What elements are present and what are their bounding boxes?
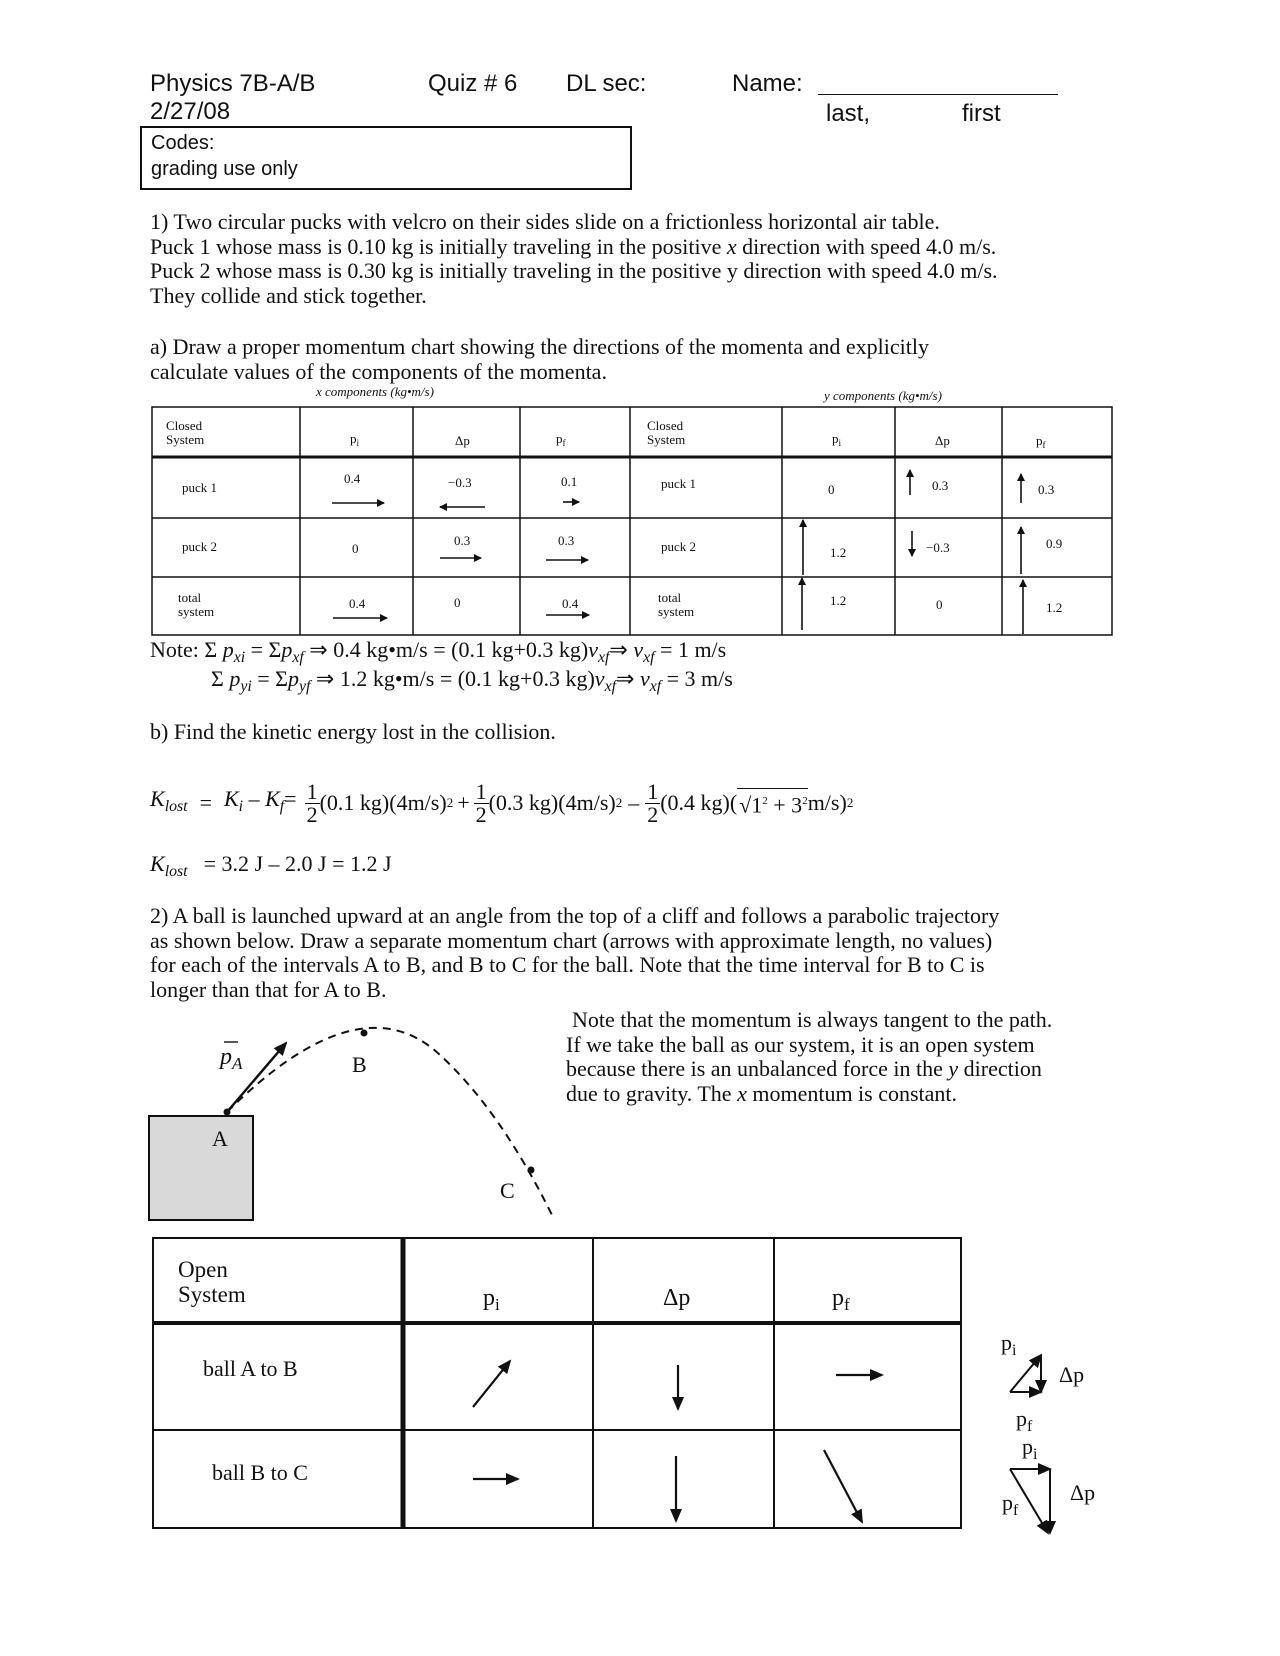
q2-line-3: for each of the intervals A to B, and B to C for the ball. Note that the time interval for B to C is xyxy=(150,952,985,977)
tri1-label-pf-p: p xyxy=(1016,1406,1027,1431)
tri1-label-pi xyxy=(1001,1330,1016,1360)
momentum-note-x: Note: Σ $p_{xi} = \Sigma p_{xf}$ ⇒ 0.4 kg•m/s = (0.1 kg+0.3 $kg)v_{xf}\Rightarrow$ $v_{xf} = 1$ m/s xyxy=(150,637,727,666)
val-p1-pf-y: 0.3 xyxy=(1038,482,1055,497)
val-tot-dp-y: 0 xyxy=(936,597,943,612)
note-label: Note: xyxy=(150,637,205,662)
first-name-caption: first xyxy=(962,100,1001,127)
row-puck2-y: puck 2 xyxy=(661,539,697,554)
col-pi-y-p: p xyxy=(832,431,839,446)
q2-line-4: longer than that for A to B. xyxy=(150,976,387,1002)
tri1-label-pi-p: p xyxy=(1001,1330,1012,1355)
codes-label: Codes: xyxy=(151,132,215,154)
tri1-label-pi-sub: i xyxy=(1012,1341,1017,1359)
label-c: C xyxy=(500,1178,515,1203)
q1a-line-2: calculate values of the components of the momenta. xyxy=(150,358,607,384)
open-col-pf xyxy=(832,1285,850,1315)
row-puck1-y: puck 1 xyxy=(661,476,697,491)
col-pi-y-sub: i xyxy=(838,438,842,449)
q1-line-3: Puck 2 whose mass is 0.30 kg is initially traveling in the positive y direction with speed 4.0 m/s. xyxy=(150,258,998,283)
q2-line-2: as shown below. Draw a separate momentum chart (arrows with approximate length, no values) xyxy=(150,927,993,953)
col-dp-x: Δp xyxy=(455,433,470,448)
col-pf-x-p: p xyxy=(556,431,563,446)
row-total-x: total system xyxy=(178,590,215,619)
q2-note-line-1: Note that the momentum is always tangent to the path. xyxy=(572,1007,1053,1032)
last-name-caption: last, xyxy=(826,100,871,127)
ke-term-3a: (0.4 kg)( xyxy=(660,789,738,815)
col-dp-y: Δp xyxy=(935,433,950,448)
quiz-number: Quiz # 6 xyxy=(428,70,518,97)
val-p2-pi-x: 0 xyxy=(352,541,359,556)
label-b: B xyxy=(352,1052,367,1077)
col-pi-x-sub: i xyxy=(356,438,360,449)
open-col-pi-p: p xyxy=(483,1285,495,1311)
dl-section-label: DL sec: xyxy=(566,70,647,97)
arrow-ab-pi xyxy=(473,1361,510,1407)
kinetic-energy-equation: $K_{lost}$ = $K_i - K_f=$ $\frac{1}{2}$ (0.1 kg)(4m/s) 2 + $\frac{1}{2}$ (0.3 kg)(4m/s) 2 – $\frac{1}{2}$ (0.4 kg)( $√1^2 + 3^2$ m/s) 2 xyxy=(150,778,854,827)
q2-note-3b: direction xyxy=(963,1056,1042,1081)
tri1-pi xyxy=(1010,1355,1041,1392)
row-puck2-x: puck 2 xyxy=(182,539,218,554)
grading-note: grading use only xyxy=(151,158,298,180)
q1a-line-1: a) Draw a proper momentum chart showing the directions of the momenta and explicitly xyxy=(150,334,929,359)
q2-line-1: 2) A ball is launched upward at an angle from the top of a cliff and follows a parabolic trajectory xyxy=(150,903,1000,928)
q2-note-line-2: If we take the ball as our system, it is an open system xyxy=(566,1031,1035,1057)
q2-note-line-4: due to gravity. The x momentum is constant. xyxy=(566,1080,958,1106)
val-p1-dp-y: 0.3 xyxy=(932,478,949,493)
ke-term-2: (0.3 kg)(4m/s) xyxy=(488,789,616,815)
arrow-bc-pf xyxy=(824,1450,862,1522)
tri2-label-pi xyxy=(1022,1434,1037,1464)
q1-line-2a: Puck 1 whose mass is 0.10 kg is initially traveling in the positive xyxy=(150,233,722,259)
col-pf-y-p: p xyxy=(1036,433,1043,448)
closed-system-header-y: Closed System xyxy=(647,418,686,447)
closed-system-header-x: Closed System xyxy=(166,418,205,447)
col-pf-y-sub: f xyxy=(1042,440,1046,451)
quiz-date: 2/27/08 xyxy=(150,98,231,125)
tri1-label-dp: Δp xyxy=(1059,1362,1085,1387)
open-col-pi-sub: i xyxy=(495,1295,500,1315)
label-a: A xyxy=(212,1126,228,1151)
val-tot-pf-y: 1.2 xyxy=(1046,600,1063,615)
val-p1-pi-y: 0 xyxy=(828,482,835,497)
val-p2-pi-y: 1.2 xyxy=(830,545,847,560)
q1-line-4: They collide and stick together. xyxy=(150,282,427,308)
open-col-dp: Δp xyxy=(663,1285,691,1311)
val-tot-pf-x: 0.4 xyxy=(562,596,579,611)
q2-note-3a: because there is an unbalanced force in the xyxy=(566,1056,943,1081)
name-label: Name: xyxy=(732,70,803,97)
col-pf-x-sub: f xyxy=(562,438,566,449)
row-ball-bc: ball B to C xyxy=(212,1460,308,1485)
row-total-y: total system xyxy=(658,590,695,619)
tri1-label-pf xyxy=(1016,1406,1032,1436)
note2-end: = 3 m/s xyxy=(666,666,733,691)
col-pi-x-p: p xyxy=(350,431,357,446)
kinetic-energy-result: $K_{lost} = 3.2$ J – 2.0 J = 1.2 J xyxy=(150,851,392,880)
val-p2-pf-x: 0.3 xyxy=(558,533,575,548)
val-tot-pi-x: 0.4 xyxy=(349,596,366,611)
tri2-label-pi-sub: i xyxy=(1033,1445,1038,1463)
q2-note-line-3: because there is an unbalanced force in the y direction xyxy=(566,1056,1042,1081)
q2-note-4b: momentum is constant. xyxy=(752,1080,958,1106)
note1-rhs: ⇒ 0.4 kg•m/s = (0.1 kg+0.3 kg) xyxy=(309,637,589,662)
row-puck1-x: puck 1 xyxy=(182,480,218,495)
label-pa-p: p xyxy=(220,1044,232,1070)
ke-result-value: = 3.2 J – 2.0 J = 1.2 J xyxy=(203,851,392,876)
val-p2-dp-x: 0.3 xyxy=(454,533,471,548)
val-p1-pf-x: 0.1 xyxy=(561,474,578,489)
val-p2-dp-y: −0.3 xyxy=(926,540,950,555)
momentum-note-y: Σ $p_{yi} = \Sigma p_{yf}$ ⇒ 1.2 kg•m/s = (0.1 kg+0.3 $kg)v_{xf}\Rightarrow$ $v_{xf} = 3$ m/s xyxy=(211,666,733,695)
q1b-text: b) Find the kinetic energy lost in the collision. xyxy=(150,719,556,744)
val-tot-pi-y: 1.2 xyxy=(830,593,847,608)
q1-line-1: 1) Two circular pucks with velcro on their sides slide on a frictionless horizontal air table. xyxy=(150,209,940,234)
tri2-label-pf-p: p xyxy=(1002,1490,1013,1515)
q1-line-2b: direction with speed 4.0 m/s. xyxy=(742,233,997,259)
open-col-pf-sub: f xyxy=(844,1295,850,1315)
open-col-pf-p: p xyxy=(832,1285,844,1311)
q2-note-4a: due to gravity. The xyxy=(566,1080,732,1106)
tri2-label-pi-p: p xyxy=(1022,1434,1033,1459)
val-p1-dp-x: −0.3 xyxy=(448,475,472,490)
tri2-label-pf xyxy=(1002,1490,1018,1520)
ke-term-1: (0.1 kg)(4m/s) xyxy=(319,789,447,815)
val-p2-pf-y: 0.9 xyxy=(1046,536,1063,551)
tri1-label-pf-sub: f xyxy=(1027,1417,1033,1435)
val-p1-pi-x: 0.4 xyxy=(344,471,361,486)
y-components-caption: y components (kg•m/s) xyxy=(824,388,942,403)
note1-end: = 1 m/s xyxy=(660,637,727,662)
tri2-label-dp: Δp xyxy=(1070,1480,1096,1505)
course-title: Physics 7B-A/B xyxy=(150,70,316,97)
open-system-header: Open System xyxy=(178,1257,246,1307)
row-ball-ab: ball A to B xyxy=(203,1356,298,1381)
q1-x-var: x xyxy=(726,233,737,259)
label-pa-sub: A xyxy=(232,1054,243,1074)
open-col-pi xyxy=(483,1285,500,1315)
ke-term-3b: m/s) xyxy=(807,789,847,815)
tri2-label-pf-sub: f xyxy=(1013,1501,1019,1519)
x-components-caption: x components (kg•m/s) xyxy=(316,384,434,399)
val-tot-dp-x: 0 xyxy=(454,595,461,610)
note2-rhs: ⇒ 1.2 kg•m/s = (0.1 kg+0.3 kg) xyxy=(315,666,595,691)
